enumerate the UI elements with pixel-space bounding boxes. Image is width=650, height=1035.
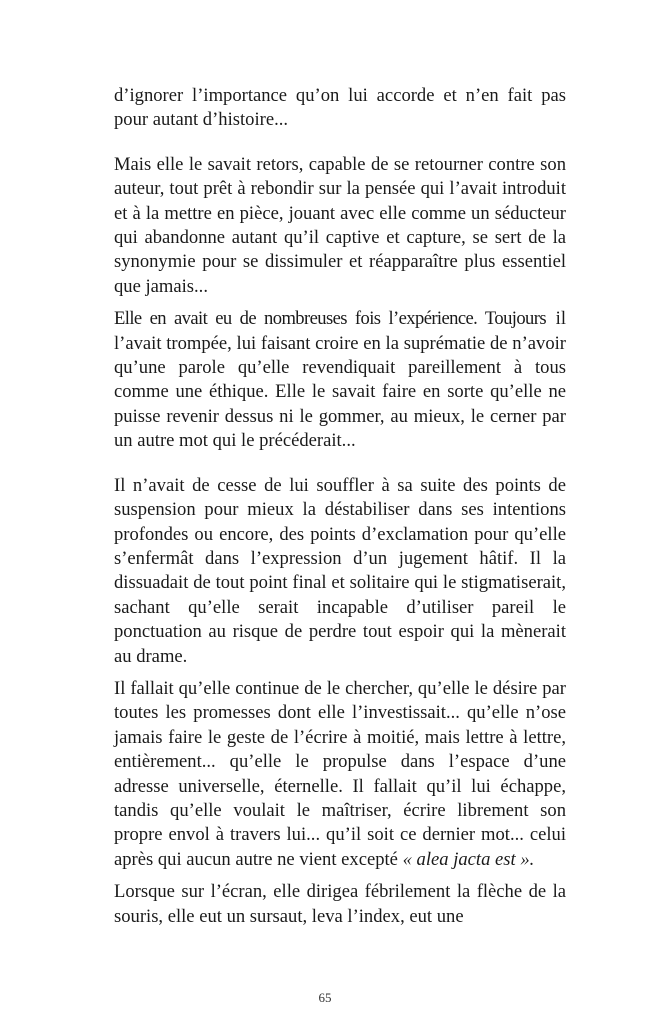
paragraph-1: d’ignorer l’importance qu’on lui accorde et n’en fait pas pour autant d’histoire...: [114, 85, 566, 131]
body-text: [114, 84, 566, 929]
paragraph-3: [114, 307, 566, 453]
paragraph-4: Il n’avait de cesse de lui souffler à sa suite des points de suspension pour mieux la déstabiliser dans ses intentions profondes ou encore, des points d’exclamation pour qu’elle s’enfermât dans l’expression d’un jugement hâtif. Il la dissuadait de tout point final et solitaire qui le stigmatiserait, sachant qu’elle serait incapable d’utiliser pareil le ponctuation au risque de perdre tout espoir qui la mènerait au drame.: [114, 474, 566, 667]
paragraph-5-text: Il fallait qu’elle continue de le chercher, qu’elle le désire par toutes les promesses dont elle l’investissait... qu’elle n’ose jamais faire le geste de l’écrire à moitié, mais lettre à lettre, entièrement... qu’elle le propulse dans l’espace d’une adresse universelle, éternelle. Il fallait qu’il lui échappe, tandis qu’elle voulait le maîtriser, écrire librement son propre envol à travers lui... qu’il soit ce dernier mot... celui après qui aucun autre ne vient excepté: [114, 677, 566, 870]
page-number: 65: [318, 990, 332, 1005]
paragraph-5: [114, 677, 566, 872]
paragraph-3-rest: il l’avait trompée, lui faisant croire en la suprématie de n’avoir qu’une parole qu’elle revendiquait pareillement à tous comme une éthique. Elle le savait faire en sorte qu’elle ne puisse revenir dessus ni le gommer, au mieux, le cerner par un autre mot qui le précéderait...: [114, 308, 566, 452]
paragraph-5-italic-quote: « alea jacta est ».: [402, 848, 535, 870]
paragraph-6: Lorsque sur l’écran, elle dirigea fébrilement la flèche de la souris, elle eut un sursaut, leva l’index, eut une: [114, 881, 566, 927]
paragraph-3-first-line: Elle en avait eu de nombreuses fois l’expérience. Toujours: [114, 308, 546, 330]
paragraph-2: Mais elle le savait retors, capable de se retourner contre son auteur, tout prêt à rebondir sur la pensée qui l’avait introduit et à la mettre en pièce, jouant avec elle comme un séducteur qui abandonne autant qu’il captive et capture, se sert de la synonymie pour se dissimuler et réapparaître plus essentiel que jamais...: [114, 153, 566, 297]
